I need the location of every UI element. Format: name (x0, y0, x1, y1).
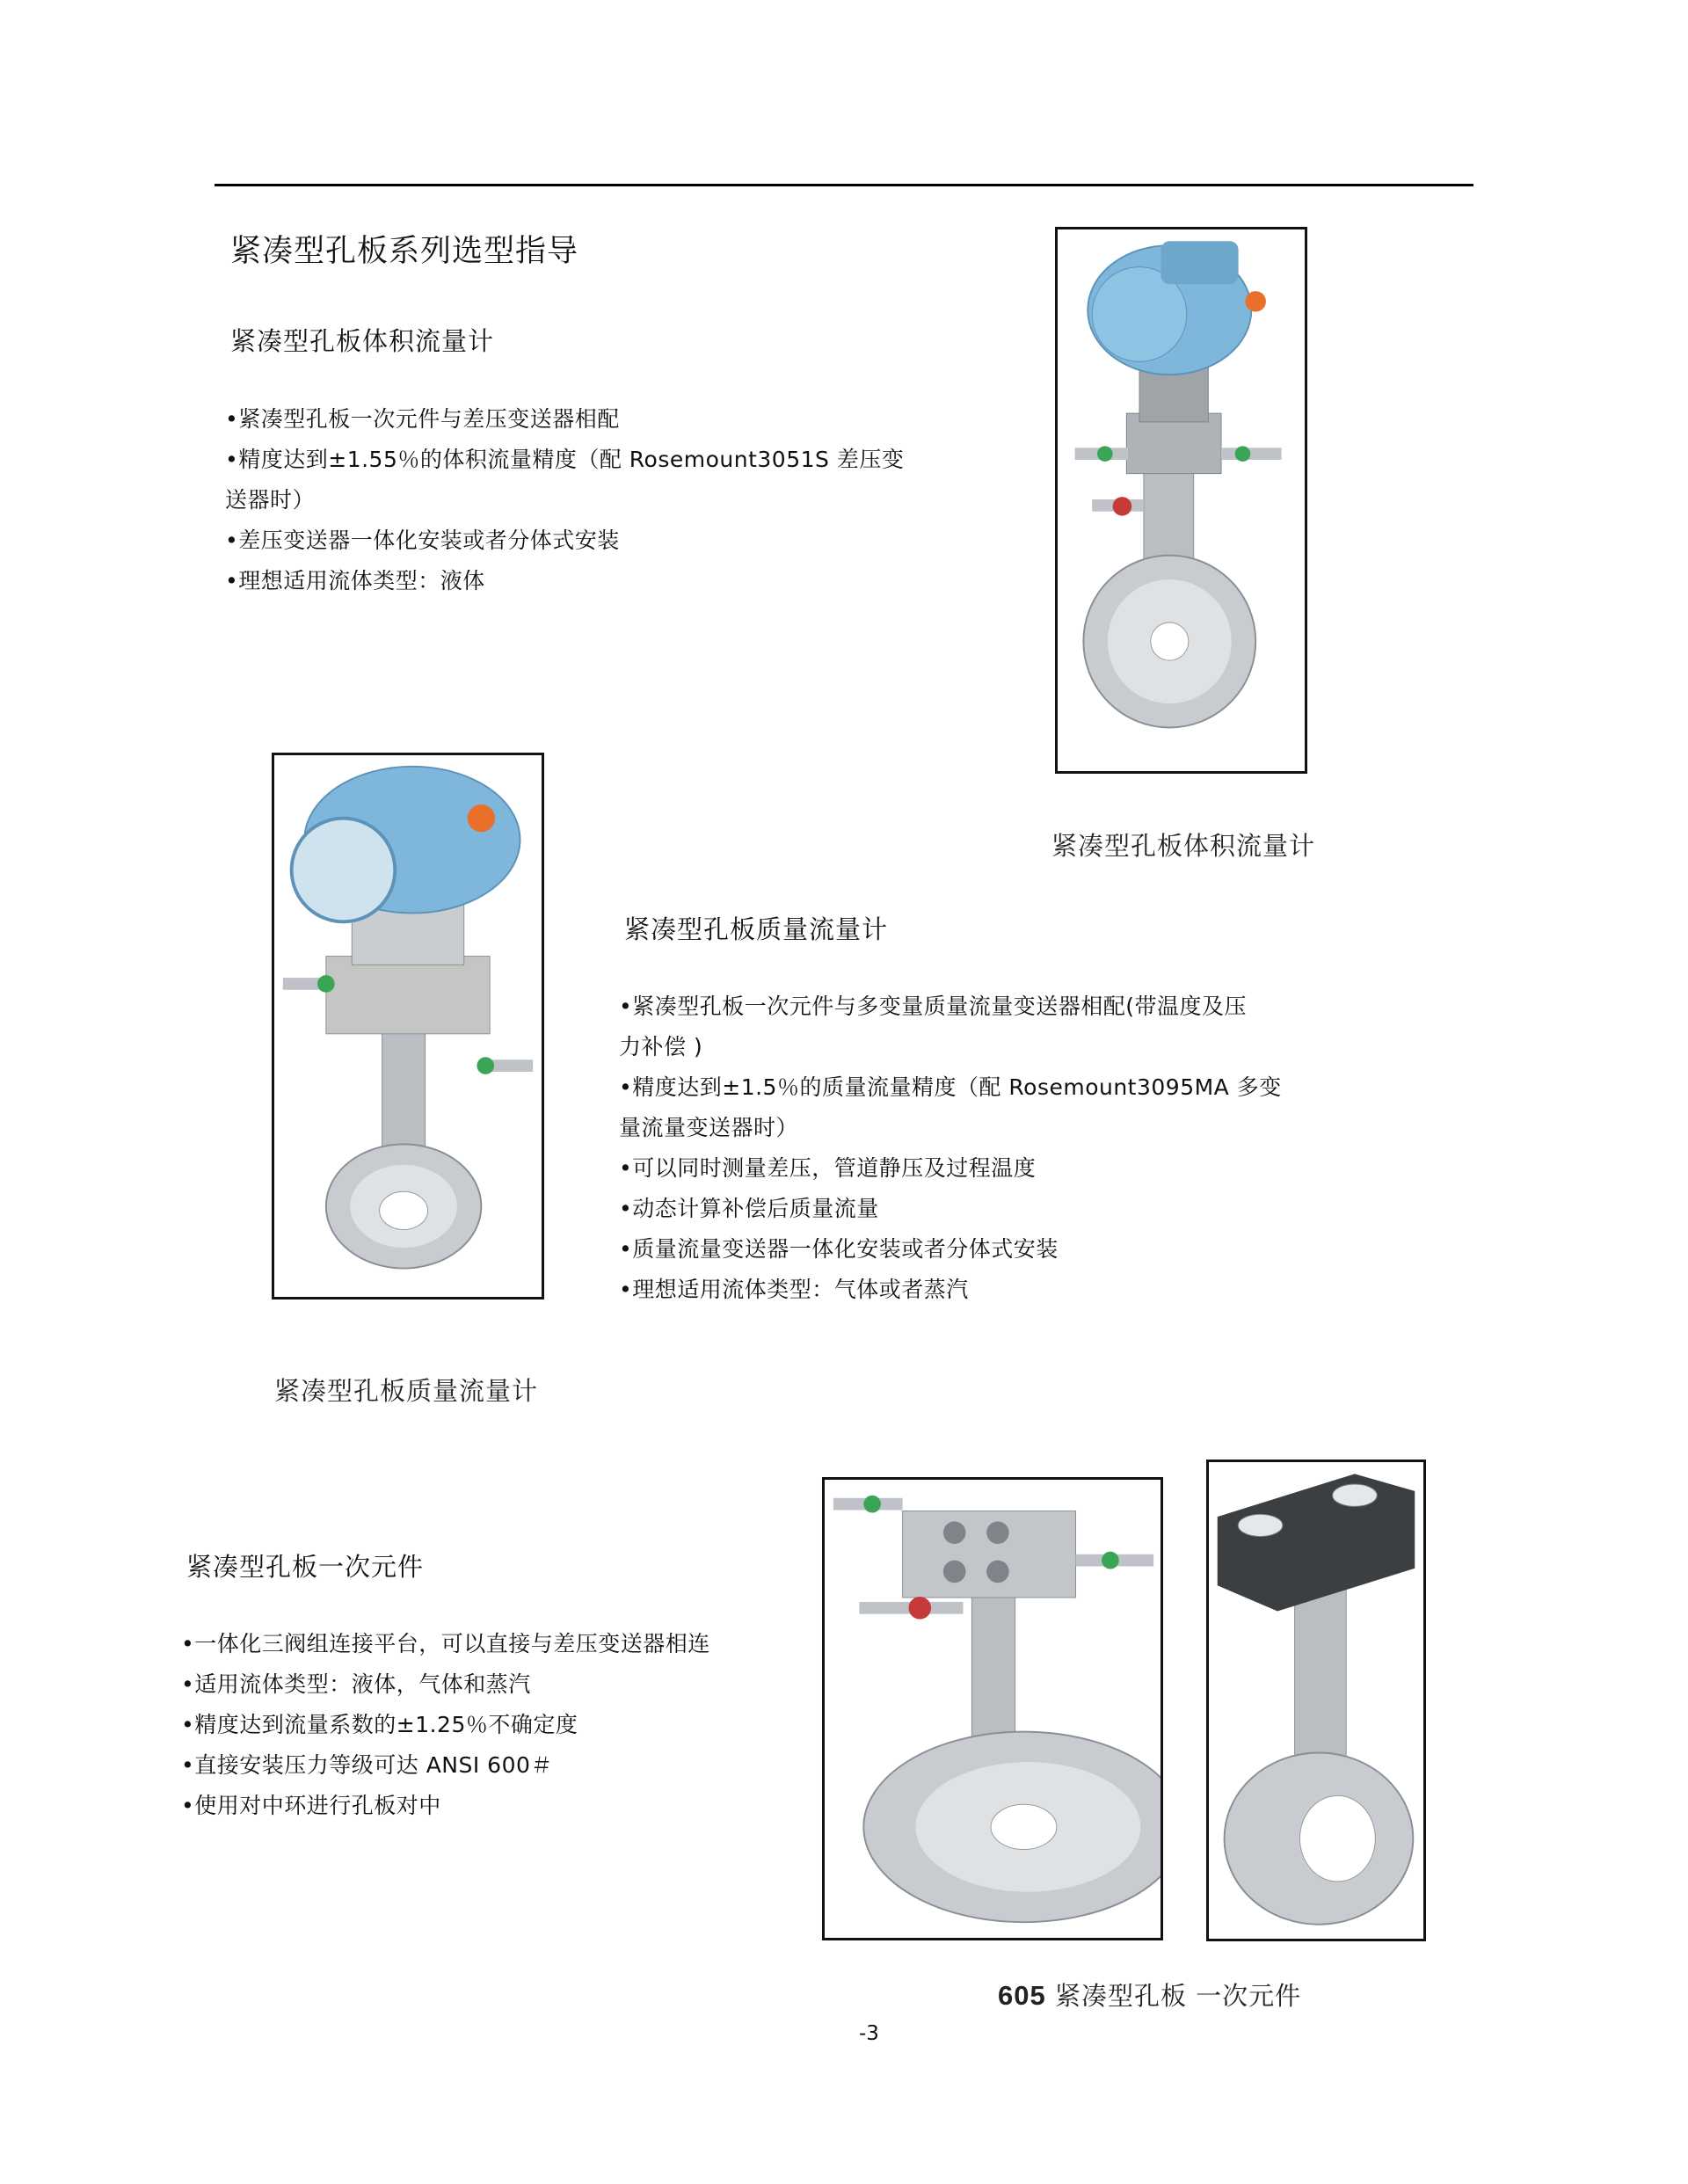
volume-meter-illustration (1058, 229, 1305, 771)
volume-bullet: 送器时） (225, 487, 316, 513)
mass-bullet: •紧凑型孔板一次元件与多变量质量流量变送器相配(带温度及压 (619, 994, 1248, 1019)
mass-bullets (619, 986, 1282, 1310)
volume-meter-photo (1055, 227, 1307, 774)
primary-caption-text: 紧凑型孔板 一次元件 (1045, 1981, 1302, 2011)
volume-bullet: •理想适用流体类型：液体 (225, 568, 485, 593)
volume-heading: 紧凑型孔板体积流量计 (230, 326, 495, 356)
mass-bullet: •动态计算补偿后质量流量 (619, 1196, 879, 1221)
mass-meter-illustration (274, 755, 542, 1297)
volume-bullet: •紧凑型孔板一次元件与差压变送器相配 (225, 406, 620, 432)
mass-caption: 紧凑型孔板质量流量计 (274, 1376, 539, 1406)
volume-caption: 紧凑型孔板体积流量计 (1051, 831, 1316, 861)
primary-bullet: •直接安装压力等级可达 ANSI 600＃ (181, 1752, 553, 1778)
mass-bullet: •理想适用流体类型：气体或者蒸汽 (619, 1277, 969, 1302)
mass-bullet: 量流量变送器时） (619, 1115, 799, 1140)
volume-bullets (225, 399, 904, 601)
primary-element-illustration-1 (825, 1480, 1160, 1938)
volume-bullet: •精度达到±1.55％的体积流量精度（配 Rosemount3051S 差压变 (225, 447, 905, 472)
primary-element-photo-1 (822, 1477, 1163, 1940)
mass-meter-photo (272, 753, 544, 1299)
mass-bullet: •质量流量变送器一体化安装或者分体式安装 (619, 1236, 1059, 1262)
primary-element-illustration-2 (1209, 1462, 1423, 1939)
primary-caption-number: 605 (998, 1980, 1046, 2011)
header-rule (215, 184, 1473, 186)
page-number: -3 (859, 2022, 879, 2045)
page-title: 紧凑型孔板系列选型指导 (230, 234, 579, 269)
volume-bullet: •差压变送器一体化安装或者分体式安装 (225, 528, 620, 553)
primary-bullet: •使用对中环进行孔板对中 (181, 1793, 441, 1818)
mass-heading: 紧凑型孔板质量流量计 (624, 914, 889, 944)
primary-bullet: •精度达到流量系数的±1.25％不确定度 (181, 1712, 578, 1737)
primary-bullet: •一体化三阀组连接平台，可以直接与差压变送器相连 (181, 1631, 710, 1656)
mass-bullet: 力补偿 ) (619, 1034, 703, 1059)
primary-bullets (181, 1624, 710, 1826)
primary-element-photo-2 (1206, 1460, 1426, 1941)
mass-bullet: •精度达到±1.5％的质量流量精度（配 Rosemount3095MA 多变 (619, 1074, 1282, 1100)
primary-caption (998, 1977, 1301, 2013)
primary-heading: 紧凑型孔板一次元件 (186, 1552, 425, 1582)
primary-bullet: •适用流体类型：液体，气体和蒸汽 (181, 1671, 531, 1697)
mass-bullet: •可以同时测量差压，管道静压及过程温度 (619, 1155, 1037, 1181)
